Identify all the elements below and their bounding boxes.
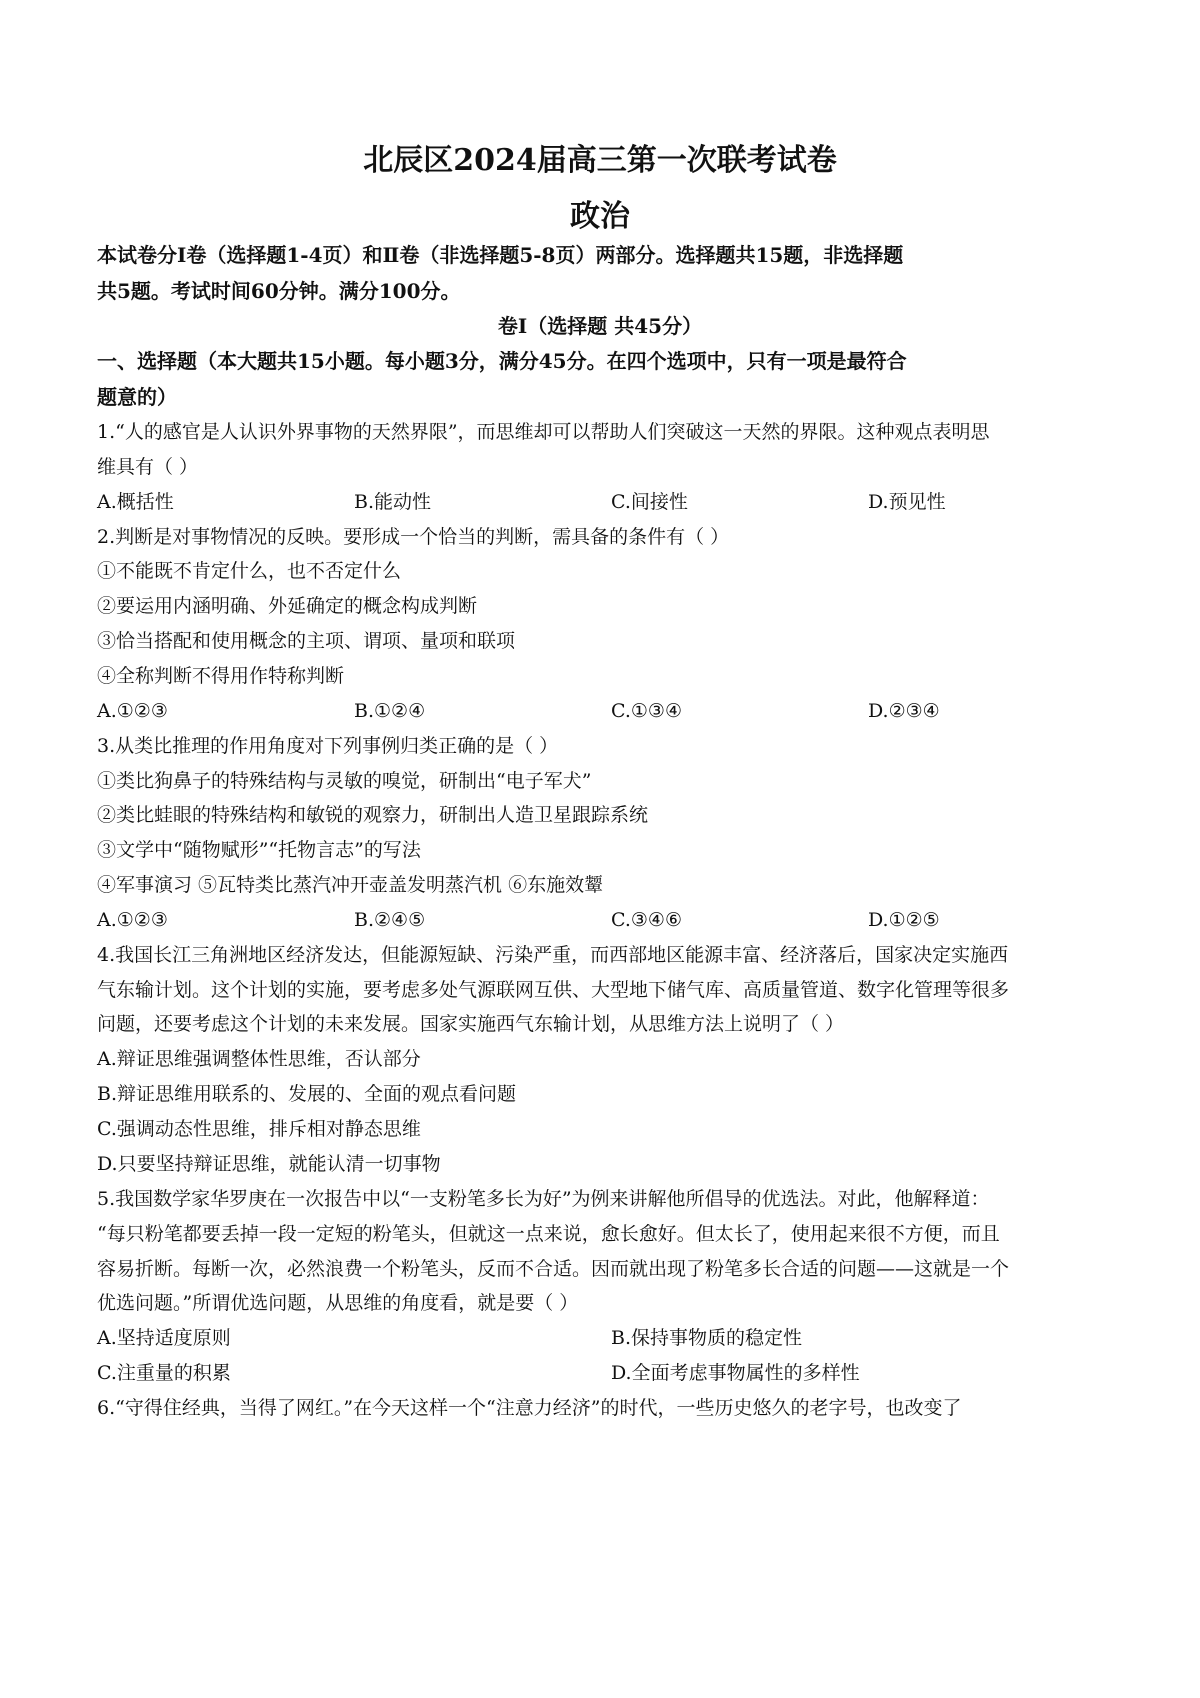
- question-2-stem: 2.判断是对事物情况的反映。要形成一个恰当的判断，需具备的条件有（ ）: [97, 526, 730, 548]
- question-5-stem-line-4: 优选问题。”所谓优选问题，从思维的角度看，就是要（ ）: [97, 1292, 579, 1314]
- question-2-option-d: D.②③④: [868, 700, 940, 722]
- exam-title: 北辰区2024届高三第一次联考试卷: [363, 143, 837, 178]
- question-5-option-a: A.坚持适度原则: [97, 1327, 231, 1349]
- question-4-option-d: D.只要坚持辩证思维，就能认清一切事物: [97, 1153, 441, 1175]
- question-1-stem-line-1: 1.“人的感官是人认识外界事物的天然界限”，而思维却可以帮助人们突破这一天然的界限。这种观点表明思: [97, 421, 990, 443]
- question-2-option-c: C.①③④: [611, 700, 682, 722]
- question-3-item-2: ②类比蛙眼的特殊结构和敏锐的观察力，研制出人造卫星跟踪系统: [97, 804, 649, 826]
- question-1-option-d: D.预见性: [868, 491, 946, 513]
- question-4-option-c: C.强调动态性思维，排斥相对静态思维: [97, 1118, 421, 1140]
- question-2-option-b: B.①②④: [354, 700, 426, 722]
- question-3-stem: 3.从类比推理的作用角度对下列事例归类正确的是（ ）: [97, 735, 559, 757]
- question-4-option-a: A.辩证思维强调整体性思维，否认部分: [97, 1048, 421, 1070]
- question-5-stem-line-1: 5.我国数学家华罗庚在一次报告中以“一支粉笔多长为好”为例来讲解他所倡导的优选法。对此，他解释道：: [97, 1188, 990, 1210]
- question-3-option-a: A.①②③: [97, 909, 168, 931]
- question-2-item-3: ③恰当搭配和使用概念的主项、谓项、量项和联项: [97, 630, 516, 652]
- subject-title: 政治: [570, 199, 630, 234]
- intro-line-1: 本试卷分Ⅰ卷（选择题1-4页）和Ⅱ卷（非选择题5-8页）两部分。选择题共15题，非选择题: [97, 243, 904, 267]
- section-heading-line-1: 一、选择题（本大题共15小题。每小题3分，满分45分。在四个选项中，只有一项是最符合: [97, 349, 907, 373]
- question-3-item-4: ④军事演习 ⑤瓦特类比蒸汽冲开壶盖发明蒸汽机 ⑥东施效颦: [97, 874, 604, 896]
- question-1-option-c: C.间接性: [611, 491, 688, 513]
- question-3-option-c: C.③④⑥: [611, 909, 682, 931]
- question-2-item-1: ①不能既不肯定什么，也不否定什么: [97, 560, 402, 582]
- question-2-item-4: ④全称判断不得用作特称判断: [97, 665, 345, 687]
- question-5-stem-line-2: “每只粉笔都要丢掉一段一定短的粉笔头，但就这一点来说，愈长愈好。但太长了，使用起来很不方便，而且: [97, 1223, 1000, 1245]
- question-4-stem-line-3: 问题，还要考虑这个计划的未来发展。国家实施西气东输计划，从思维方法上说明了（ ）: [97, 1013, 845, 1035]
- question-5-option-b: B.保持事物质的稳定性: [611, 1327, 803, 1349]
- intro-line-2: 共5题。考试时间60分钟。满分100分。: [97, 279, 461, 303]
- question-4-stem-line-2: 气东输计划。这个计划的实施，要考虑多处气源联网互供、大型地下储气库、高质量管道、数字化管理等很多: [97, 979, 1010, 1001]
- question-3-item-1: ①类比狗鼻子的特殊结构与灵敏的嗅觉，研制出“电子军犬”: [97, 770, 592, 792]
- question-5-option-c: C.注重量的积累: [97, 1362, 231, 1384]
- question-5-option-d: D.全面考虑事物属性的多样性: [611, 1362, 860, 1384]
- question-5-stem-line-3: 容易折断。每断一次，必然浪费一个粉笔头，反而不合适。因而就出现了粉笔多长合适的问题——这就是一个: [97, 1258, 1010, 1280]
- question-6-stem-line-1: 6.“守得住经典，当得了网红。”在今天这样一个“注意力经济”的时代，一些历史悠久的老字号，也改变了: [97, 1397, 962, 1419]
- section-heading-line-2: 题意的）: [97, 385, 177, 409]
- question-3-option-b: B.②④⑤: [354, 909, 426, 931]
- question-4-option-b: B.辩证思维用联系的、发展的、全面的观点看问题: [97, 1083, 517, 1105]
- part-title: 卷Ⅰ（选择题 共45分）: [497, 314, 703, 338]
- question-4-stem-line-1: 4.我国长江三角洲地区经济发达，但能源短缺、污染严重，而西部地区能源丰富、经济落后，国家决定实施西: [97, 944, 1009, 966]
- question-2-item-2: ②要运用内涵明确、外延确定的概念构成判断: [97, 595, 478, 617]
- question-3-option-d: D.①②⑤: [868, 909, 940, 931]
- question-2-option-a: A.①②③: [97, 700, 168, 722]
- question-3-item-3: ③文学中“随物赋形”“托物言志”的写法: [97, 839, 421, 861]
- question-1-option-b: B.能动性: [354, 491, 432, 513]
- question-1-option-a: A.概括性: [97, 491, 174, 513]
- question-1-stem-line-2: 维具有（ ）: [97, 456, 199, 478]
